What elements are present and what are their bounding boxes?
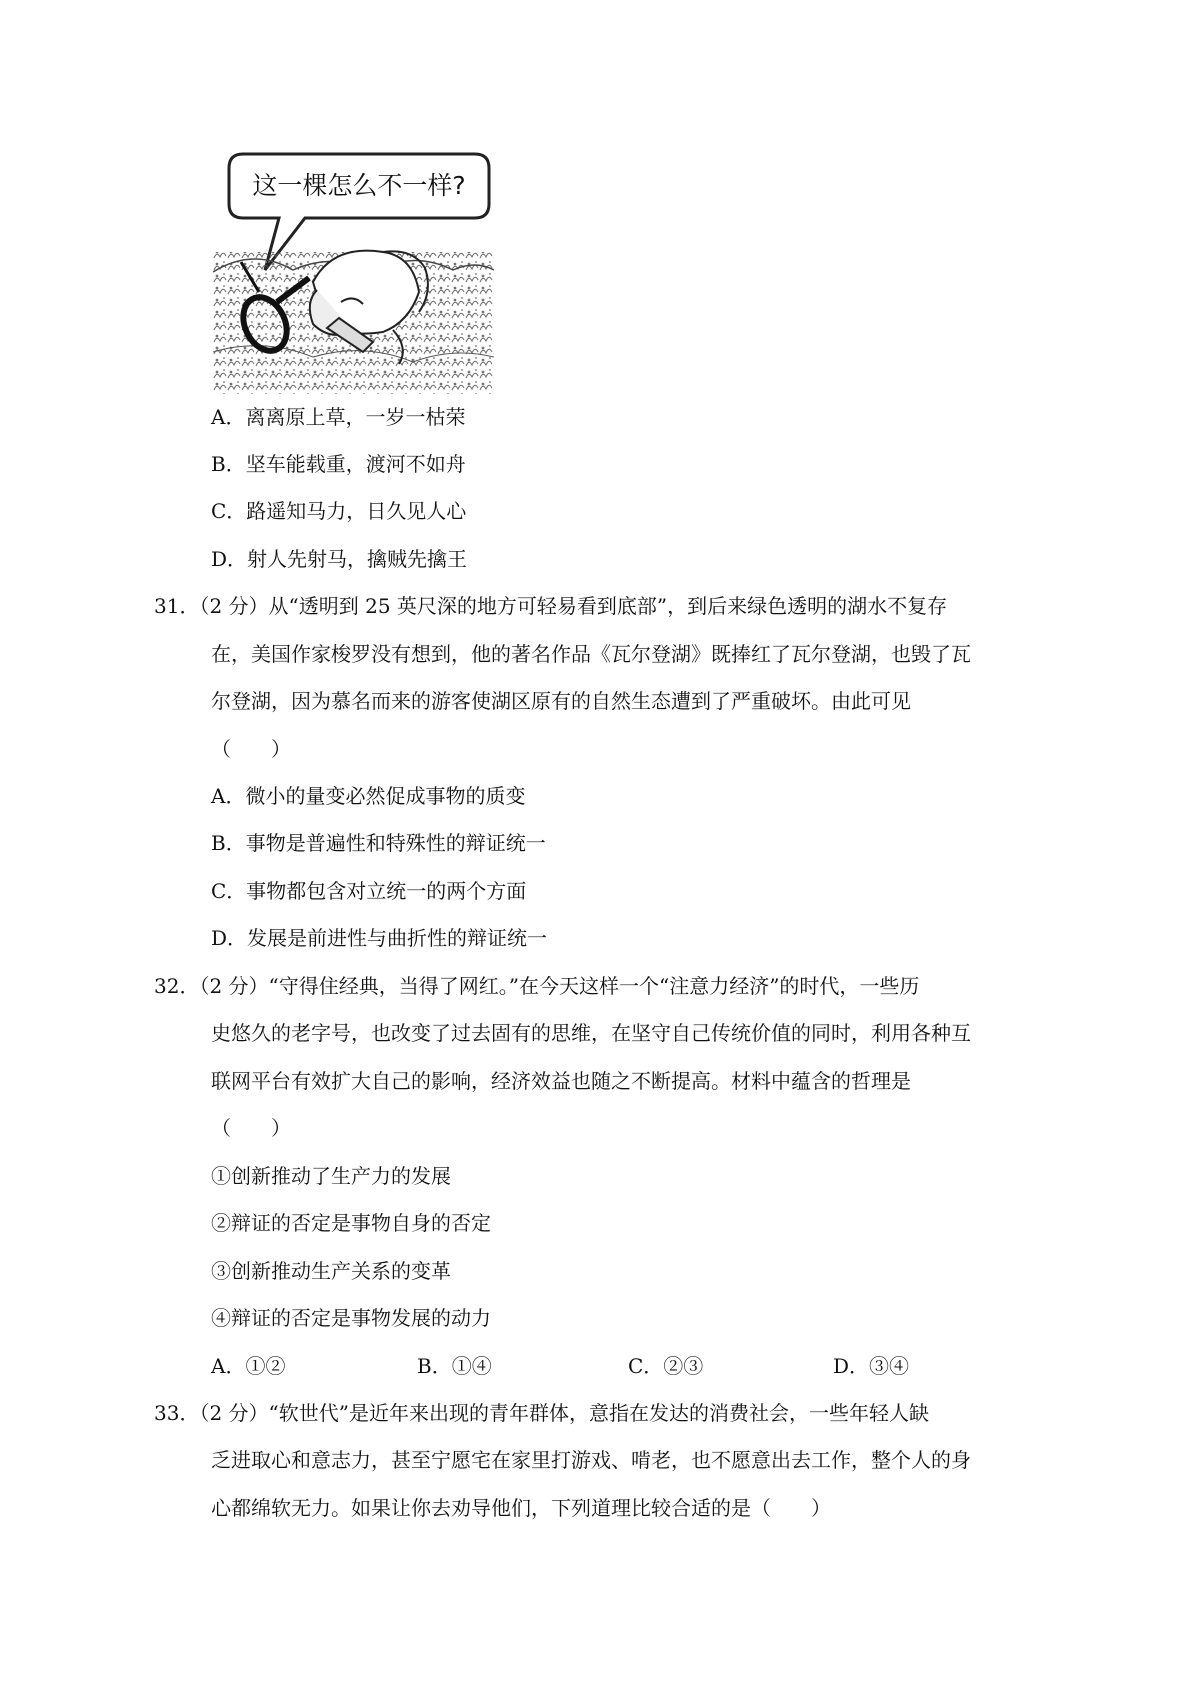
q32-statement-4: ④辩证的否定是事物发展的动力	[211, 1306, 491, 1330]
q31-stem-line-3: 尔登湖，因为慕名而来的游客使湖区原有的自然生态遭到了严重破坏。由此可见	[211, 689, 911, 713]
q32-option-a: A．①②	[211, 1354, 286, 1378]
q32-stem-line-3: 联网平台有效扩大自己的影响，经济效益也随之不断提高。材料中蕴含的哲理是	[211, 1069, 911, 1093]
q32-answer-paren: （ ）	[211, 1116, 291, 1140]
cartoon-figure	[213, 152, 494, 394]
q31-answer-paren: （ ）	[211, 737, 291, 761]
q30-option-b: B．坚车能载重，渡河不如舟	[211, 452, 466, 476]
q32-stem-line-1: 32．（2 分）“守得住经典，当得了网红。”在今天这样一个“注意力经济”的时代，一些历	[154, 974, 920, 998]
speech-bubble-text: 这一棵怎么不一样?	[252, 171, 466, 200]
q33-stem-line-1: 33．（2 分）“软世代”是近年来出现的青年群体，意指在发达的消费社会，一些年轻人缺	[154, 1401, 929, 1425]
q31-option-d: D．发展是前进性与曲折性的辩证统一	[211, 926, 548, 950]
q33-stem-line-3: 心都绵软无力。如果让你去劝导他们，下列道理比较合适的是（ ）	[211, 1496, 831, 1520]
q30-option-d: D．射人先射马，擒贼先擒王	[211, 547, 468, 571]
q32-statement-2: ②辩证的否定是事物自身的否定	[211, 1211, 491, 1235]
q31-stem-line-1: 31．（2 分）从“透明到 25 英尺深的地方可轻易看到底部”，到后来绿色透明的湖水不复存	[154, 594, 948, 618]
q31-option-c: C．事物都包含对立统一的两个方面	[211, 879, 527, 903]
q31-option-a: A．微小的量变必然促成事物的质变	[211, 784, 526, 808]
q30-option-a: A．离离原上草，一岁一枯荣	[211, 405, 466, 429]
q32-option-d: D．③④	[833, 1354, 910, 1378]
q31-option-b: B．事物是普遍性和特殊性的辩证统一	[211, 831, 546, 855]
q31-stem-line-2: 在，美国作家梭罗没有想到，他的著名作品《瓦尔登湖》既捧红了瓦尔登湖，也毁了瓦	[211, 642, 971, 666]
q32-stem-line-2: 史悠久的老字号，也改变了过去固有的思维，在坚守自己传统价值的同时，利用各种互	[211, 1021, 971, 1045]
q32-statement-3: ③创新推动生产关系的变革	[211, 1259, 451, 1283]
q32-option-b: B．①④	[417, 1354, 492, 1378]
q30-option-c: C．路遥知马力，日久见人心	[211, 499, 467, 523]
q32-statement-1: ①创新推动了生产力的发展	[211, 1164, 451, 1188]
q32-option-c: C．②③	[628, 1354, 704, 1378]
q33-stem-line-2: 乏进取心和意志力，甚至宁愿宅在家里打游戏、啃老，也不愿意出去工作，整个人的身	[211, 1448, 971, 1472]
